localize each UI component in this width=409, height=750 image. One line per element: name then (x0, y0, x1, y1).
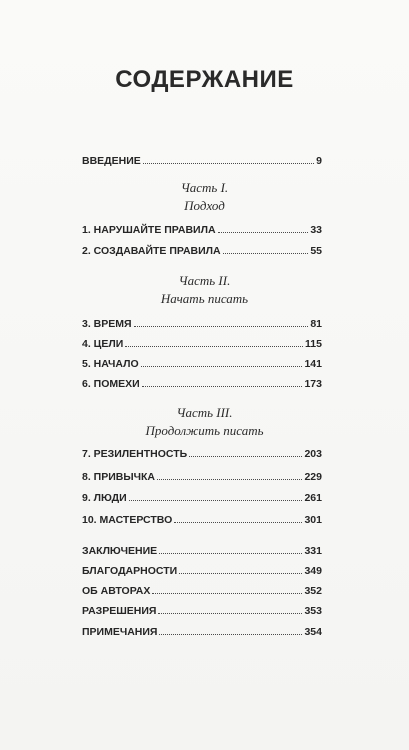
toc-entry-chapter-2 (82, 243, 322, 257)
dot-leader (142, 386, 303, 387)
dot-leader (125, 346, 303, 347)
toc-entry-about-authors (82, 583, 322, 597)
toc-entry-chapter-5 (82, 356, 322, 370)
toc-entry-label: 2. СОЗДАВАЙТЕ ПРАВИЛА (82, 245, 221, 257)
dot-leader (179, 573, 302, 574)
toc-entry-label: 1. НАРУШАЙТЕ ПРАВИЛА (82, 224, 216, 236)
toc-entry-page: 301 (304, 514, 322, 526)
toc-entry-page: 141 (304, 358, 322, 370)
part-subtitle-3: Продолжить писать (145, 423, 264, 438)
part-heading-1: Часть I. (180, 180, 229, 195)
toc-entry-label: 10. МАСТЕРСТВО (82, 514, 173, 526)
dot-leader (189, 456, 302, 457)
toc-entry-intro (82, 153, 322, 167)
dot-leader (223, 253, 309, 254)
part-heading-2: Часть II. (178, 273, 231, 288)
toc-entry-page: 9 (316, 155, 322, 167)
part-subtitle-2: Начать писать (160, 291, 249, 306)
dot-leader (141, 366, 303, 367)
toc-entry-page: 261 (304, 492, 322, 504)
toc-entry-conclusion (82, 543, 322, 557)
dot-leader (159, 553, 302, 554)
dot-leader (143, 163, 314, 164)
part-heading-3: Часть III. (176, 405, 233, 420)
toc-entry-chapter-4 (82, 336, 322, 350)
toc-entry-chapter-10 (82, 512, 322, 526)
toc-entry-chapter-1 (82, 222, 322, 236)
toc-entry-label: 6. ПОМЕХИ (82, 378, 140, 390)
toc-entry-label: 3. ВРЕМЯ (82, 318, 132, 330)
toc-entry-page: 331 (304, 545, 322, 557)
toc-entry-label: ВВЕДЕНИЕ (82, 155, 141, 167)
toc-entry-chapter-9 (82, 490, 322, 504)
toc-entry-label: 8. ПРИВЫЧКА (82, 471, 156, 483)
toc-entry-chapter-3 (82, 316, 322, 330)
toc-entry-page: 81 (310, 318, 322, 330)
toc-entry-label: 7. РЕЗИЛЕНТНОСТЬ (82, 448, 188, 460)
dot-leader (134, 326, 309, 327)
toc-entry-page: 55 (310, 245, 322, 257)
toc-entry-label: 4. ЦЕЛИ (82, 338, 124, 350)
toc-entry-page: 349 (304, 565, 322, 577)
toc-entry-page: 352 (304, 585, 322, 597)
part-subtitle-1: Подход (184, 198, 225, 213)
toc-entry-page: 229 (304, 471, 322, 483)
toc-entry-label: ПРИМЕЧАНИЯ (82, 626, 158, 638)
toc-entry-label: РАЗРЕШЕНИЯ (82, 605, 157, 617)
toc-entry-label: ЗАКЛЮЧЕНИЕ (82, 545, 158, 557)
toc-entry-permissions (82, 603, 322, 617)
dot-leader (152, 593, 302, 594)
toc-entry-page: 173 (304, 378, 322, 390)
toc-entry-page: 115 (305, 338, 322, 350)
toc-entry-acknowledgements (82, 563, 322, 577)
toc-entry-chapter-7 (82, 446, 322, 460)
toc-entry-notes (82, 624, 322, 638)
toc-entry-page: 203 (304, 448, 322, 460)
dot-leader (158, 613, 302, 614)
toc-entry-page: 33 (310, 224, 322, 236)
toc-entry-label: ОБ АВТОРАХ (82, 585, 151, 597)
page-title: СОДЕРЖАНИЕ (115, 66, 294, 93)
dot-leader (159, 634, 302, 635)
toc-entry-label: 5. НАЧАЛО (82, 358, 139, 370)
toc-entry-page: 353 (304, 605, 322, 617)
dot-leader (174, 522, 302, 523)
toc-entry-page: 354 (304, 626, 322, 638)
dot-leader (218, 232, 309, 233)
toc-entry-chapter-8 (82, 469, 322, 483)
toc-entry-label: БЛАГОДАРНОСТИ (82, 565, 178, 577)
toc-entry-chapter-6 (82, 376, 322, 390)
toc-entry-label: 9. ЛЮДИ (82, 492, 127, 504)
dot-leader (157, 479, 302, 480)
dot-leader (129, 500, 303, 501)
